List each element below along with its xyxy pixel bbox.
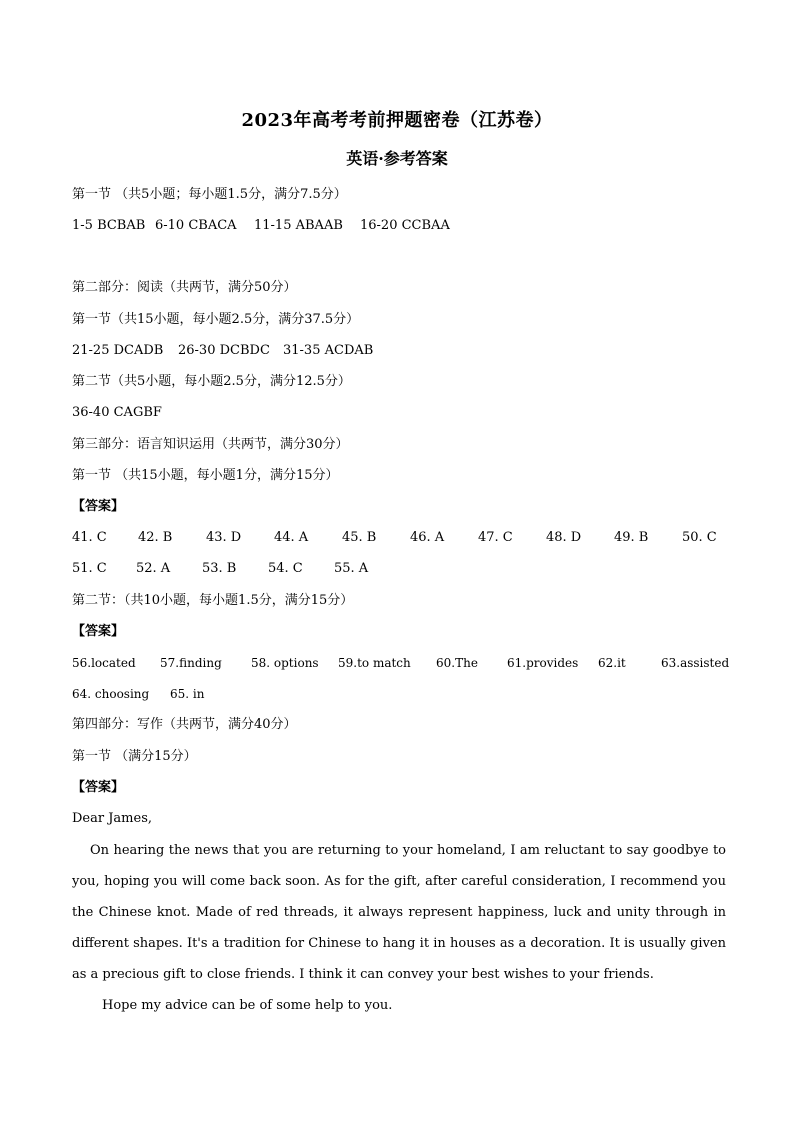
answer-group: 31-35 ACDAB [283,343,374,358]
part3-section1-label: 第一节 （共15小题，每小题1分，满分15分） [72,468,339,483]
answer-item: 53. B [202,561,237,576]
answer-item: 57.finding [160,656,222,670]
part2-section1-label: 第一节（共15小题，每小题2.5分，满分37.5分） [72,312,360,327]
answer-item: 49. B [614,530,649,545]
answer-item: 43. D [206,530,242,545]
answer-item: 65. in [170,687,205,701]
answer-group: 6-10 CBACA [155,218,237,233]
answer-tag: 【答案】 [72,780,125,795]
answer-item: 45. B [342,530,377,545]
answer-item: 55. A [334,561,369,576]
answer-item: 44. A [274,530,309,545]
part4-section1-label: 第一节 （满分15分） [72,749,197,764]
answer-item: 56.located [72,656,136,670]
answer-item: 47. C [478,530,513,545]
part4-heading: 第四部分：写作（共两节，满分40分） [72,717,297,732]
answer-tag: 【答案】 [72,499,125,514]
answer-group: 11-15 ABAAB [254,218,343,233]
answer-item: 64. choosing [72,687,150,701]
answer-item: 63.assisted [661,656,730,670]
answer-item: 48. D [546,530,582,545]
part3-heading: 第三部分：语言知识运用（共两节，满分30分） [72,437,349,452]
answer-item: 61.provides [507,656,579,670]
part2-section2-answers: 36-40 CAGBF [72,405,162,420]
part2-section2-label: 第二节（共5小题，每小题2.5分，满分12.5分） [72,374,351,389]
answer-item: 59.to match [338,656,411,670]
page-title: 2023年高考考前押题密卷（江苏卷） [241,110,553,131]
answer-item: 52. A [136,561,171,576]
answer-group: 26-30 DCBDC [178,343,270,358]
answer-group: 16-20 CCBAA [360,218,450,233]
answer-item: 51. C [72,561,107,576]
letter-body-text: On hearing the news that you are returning to your homeland, I am reluctant to say goodbye to you, hoping you will come back soon. As for the gift, after careful consideration, I recommend you the Chinese knot. Made of red threads, it always represent happiness, luck and unity through in different shapes. It's a tradition for Chinese to hang it in houses as a decoration. It is usually given as a precious gift to close friends. I think it can convey your best wishes to your friends. [72,843,726,982]
part2-heading: 第二部分：阅读（共两节，满分50分） [72,280,297,295]
answer-item: 50. C [682,530,717,545]
answer-item: 62.it [598,656,626,670]
letter-body [72,835,726,990]
answer-item: 42. B [138,530,173,545]
answer-group: 1-5 BCBAB [72,218,146,233]
answer-item: 58. options [251,656,319,670]
answer-item: 60.The [436,656,478,670]
answer-tag: 【答案】 [72,624,125,639]
page-subtitle: 英语·参考答案 [346,149,448,168]
answer-item: 46. A [410,530,445,545]
part3-section2-label: 第二节：（共10小题，每小题1.5分，满分15分） [72,593,354,608]
answer-group: 21-25 DCADB [72,343,164,358]
letter-greeting: Dear James, [72,811,152,826]
letter-closing: Hope my advice can be of some help to you. [102,998,393,1013]
answer-item: 41. C [72,530,107,545]
part1-section-label: 第一节 （共5小题；每小题1.5分，满分7.5分） [72,187,347,202]
answer-item: 54. C [268,561,303,576]
